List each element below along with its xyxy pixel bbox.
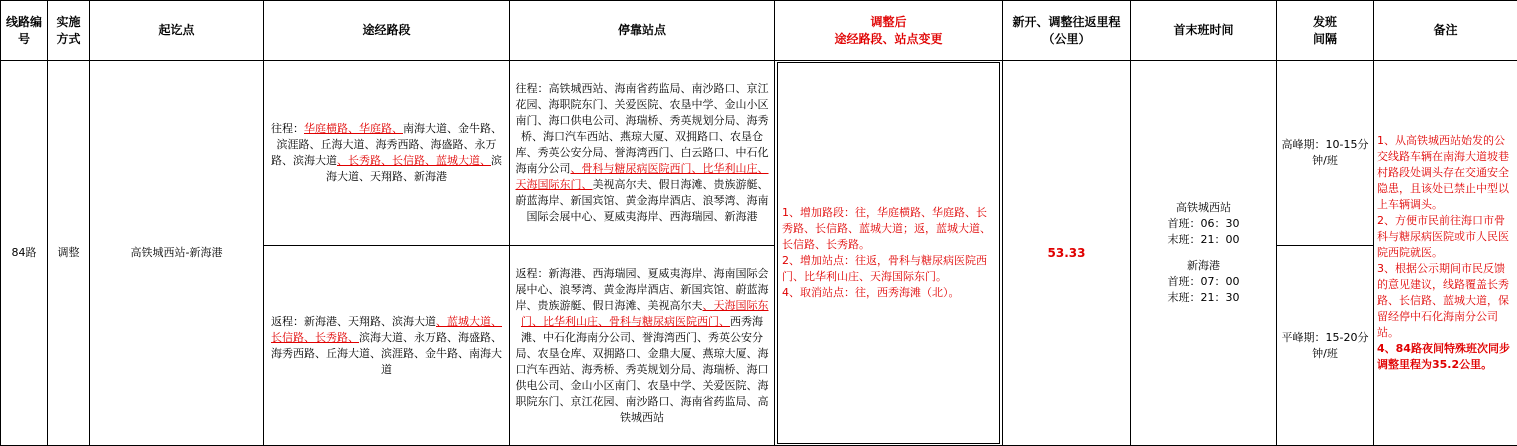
cell-line-no: 84路	[1, 61, 48, 446]
times-last-1: 末班：21：00	[1135, 232, 1272, 248]
header-change	[775, 1, 1003, 61]
cell-times	[1131, 61, 1277, 446]
stops-out-added: 、骨科与糖尿病医院西门、比华利山庄、天海国际东门、	[516, 162, 769, 191]
route-back-prefix: 返程：新海港、天翔路、滨海大道	[271, 315, 436, 328]
note-3: 3、根据公示期间市民反馈的意见建议，线路覆盖长秀路、长信路、蓝城大道，保留经停中石化海南分公司站。	[1377, 261, 1514, 341]
data-row-out	[1, 61, 1517, 246]
cell-distance: 53.33	[1003, 61, 1131, 446]
header-interval-line1: 发班	[1281, 14, 1369, 31]
header-times: 首末班时间	[1131, 1, 1277, 61]
cell-stops-out	[510, 61, 775, 246]
stops-out-suffix: 美视高尔夫、假日海滩、贵族游艇、蔚蓝海岸、新国宾馆、黄金海岸酒店、浪琴湾、海南国际会展中心、夏威夷海岸、西海瑞园、新海港	[516, 178, 769, 223]
route-out-added-2: 、长秀路、长信路、蓝城大道、	[337, 154, 491, 167]
route-back-suffix: 滨海大道、永万路、海盛路、海秀西路、丘海大道、滨涯路、金牛路、南海大道	[271, 331, 502, 376]
header-endpoints: 起讫点	[90, 1, 264, 61]
header-row	[1, 1, 1517, 61]
times-last-2: 末班：21：30	[1135, 290, 1272, 306]
change-item-3: 4、取消站点：往，西秀海滩（北）。	[782, 285, 995, 301]
header-notes: 备注	[1374, 1, 1517, 61]
header-change-line1: 调整后	[779, 14, 998, 31]
note-4: 4、84路夜间特殊班次同步调整里程为35.2公里。	[1377, 341, 1514, 373]
header-change-line2: 途经路段、站点变更	[779, 31, 998, 48]
times-first-2: 首班：07：00	[1135, 274, 1272, 290]
header-distance: 新开、调整往返里程（公里）	[1003, 1, 1131, 61]
change-item-1: 1、增加路段：往，华庭横路、华庭路、长秀路、长信路、蓝城大道；返，蓝城大道、长信路、长秀路。	[782, 205, 995, 253]
route-out-mid: 南海大道、金牛路、滨涯路、丘海大道、海秀西路、海盛路、永万路、滨海大道	[271, 122, 502, 167]
route-out-added-1: 华庭横路、华庭路、	[304, 122, 403, 135]
note-1: 1、从高铁城西站始发的公交线路车辆在南海大道坡巷村路段处调头存在交通安全隐患，且该处已禁止中型以上车辆调头。	[1377, 133, 1514, 213]
stops-back-prefix: 返程：新海港、西海瑞园、夏威夷海岸、海南国际会展中心、浪琴湾、黄金海岸酒店、新国宾馆、蔚蓝海岸、贵族游艇、假日海滩、美视高尔夫	[516, 267, 769, 312]
times-station-2: 新海港	[1135, 258, 1272, 274]
route-out-prefix: 往程：	[271, 122, 304, 135]
stops-out-prefix: 往程：高铁城西站、海南省药监局、南沙路口、京江花园、海职院东门、关爱医院、农垦中学、金山小区南门、海口供电公司、海瑞桥、秀英规划分局、海秀桥、海口汽车西站、燕琼大厦、双拥路口、农垦仓库、秀英公安分局、誉海湾西门、白云路口、中石化海南分公司	[516, 82, 769, 175]
stops-back-added: 、天海国际东门、比华利山庄、骨科与糖尿病医院西门、	[521, 299, 769, 328]
cell-interval-offpeak: 平峰期：15-20分钟/班	[1277, 246, 1374, 446]
note-2: 2、方便市民前往海口市骨科与糖尿病医院或市人民医院西院就医。	[1377, 213, 1514, 261]
header-stops: 停靠站点	[510, 1, 775, 61]
cell-interval-peak: 高峰期：10-15分钟/班	[1277, 61, 1374, 246]
stops-back-suffix: 西秀海滩、中石化海南分公司、誉海湾西门、秀英公安分局、农垦仓库、双拥路口、金鼎大厦、燕琼大厦、海口汽车西站、海秀桥、秀英规划分局、海瑞桥、海口供电公司、金山小区南门、农垦中学、关爱医院、海职院东门、京江花园、南沙路口、海南省药监局、高铁城西站	[516, 315, 769, 424]
cell-method: 调整	[48, 61, 90, 446]
header-line-no: 线路编号	[1, 1, 48, 61]
cell-change	[775, 61, 1003, 446]
cell-endpoints: 高铁城西站-新海港	[90, 61, 264, 446]
cell-route-back	[264, 246, 510, 446]
times-spacer	[1135, 248, 1272, 258]
header-interval	[1277, 1, 1374, 61]
change-box	[777, 62, 1000, 444]
times-first-1: 首班：06：30	[1135, 216, 1272, 232]
route-out-suffix: 滨海大道、天翔路、新海港	[326, 154, 502, 183]
times-station-1: 高铁城西站	[1135, 200, 1272, 216]
header-route: 途经路段	[264, 1, 510, 61]
header-method: 实施方式	[48, 1, 90, 61]
route-back-added: 、蓝城大道、长信路、长秀路、	[271, 315, 502, 344]
cell-route-out	[264, 61, 510, 246]
change-item-2: 2、增加站点：往返，骨科与糖尿病医院西门、比华利山庄、天海国际东门。	[782, 253, 995, 285]
header-interval-line2: 间隔	[1281, 31, 1369, 48]
cell-notes	[1374, 61, 1517, 446]
cell-stops-back	[510, 246, 775, 446]
